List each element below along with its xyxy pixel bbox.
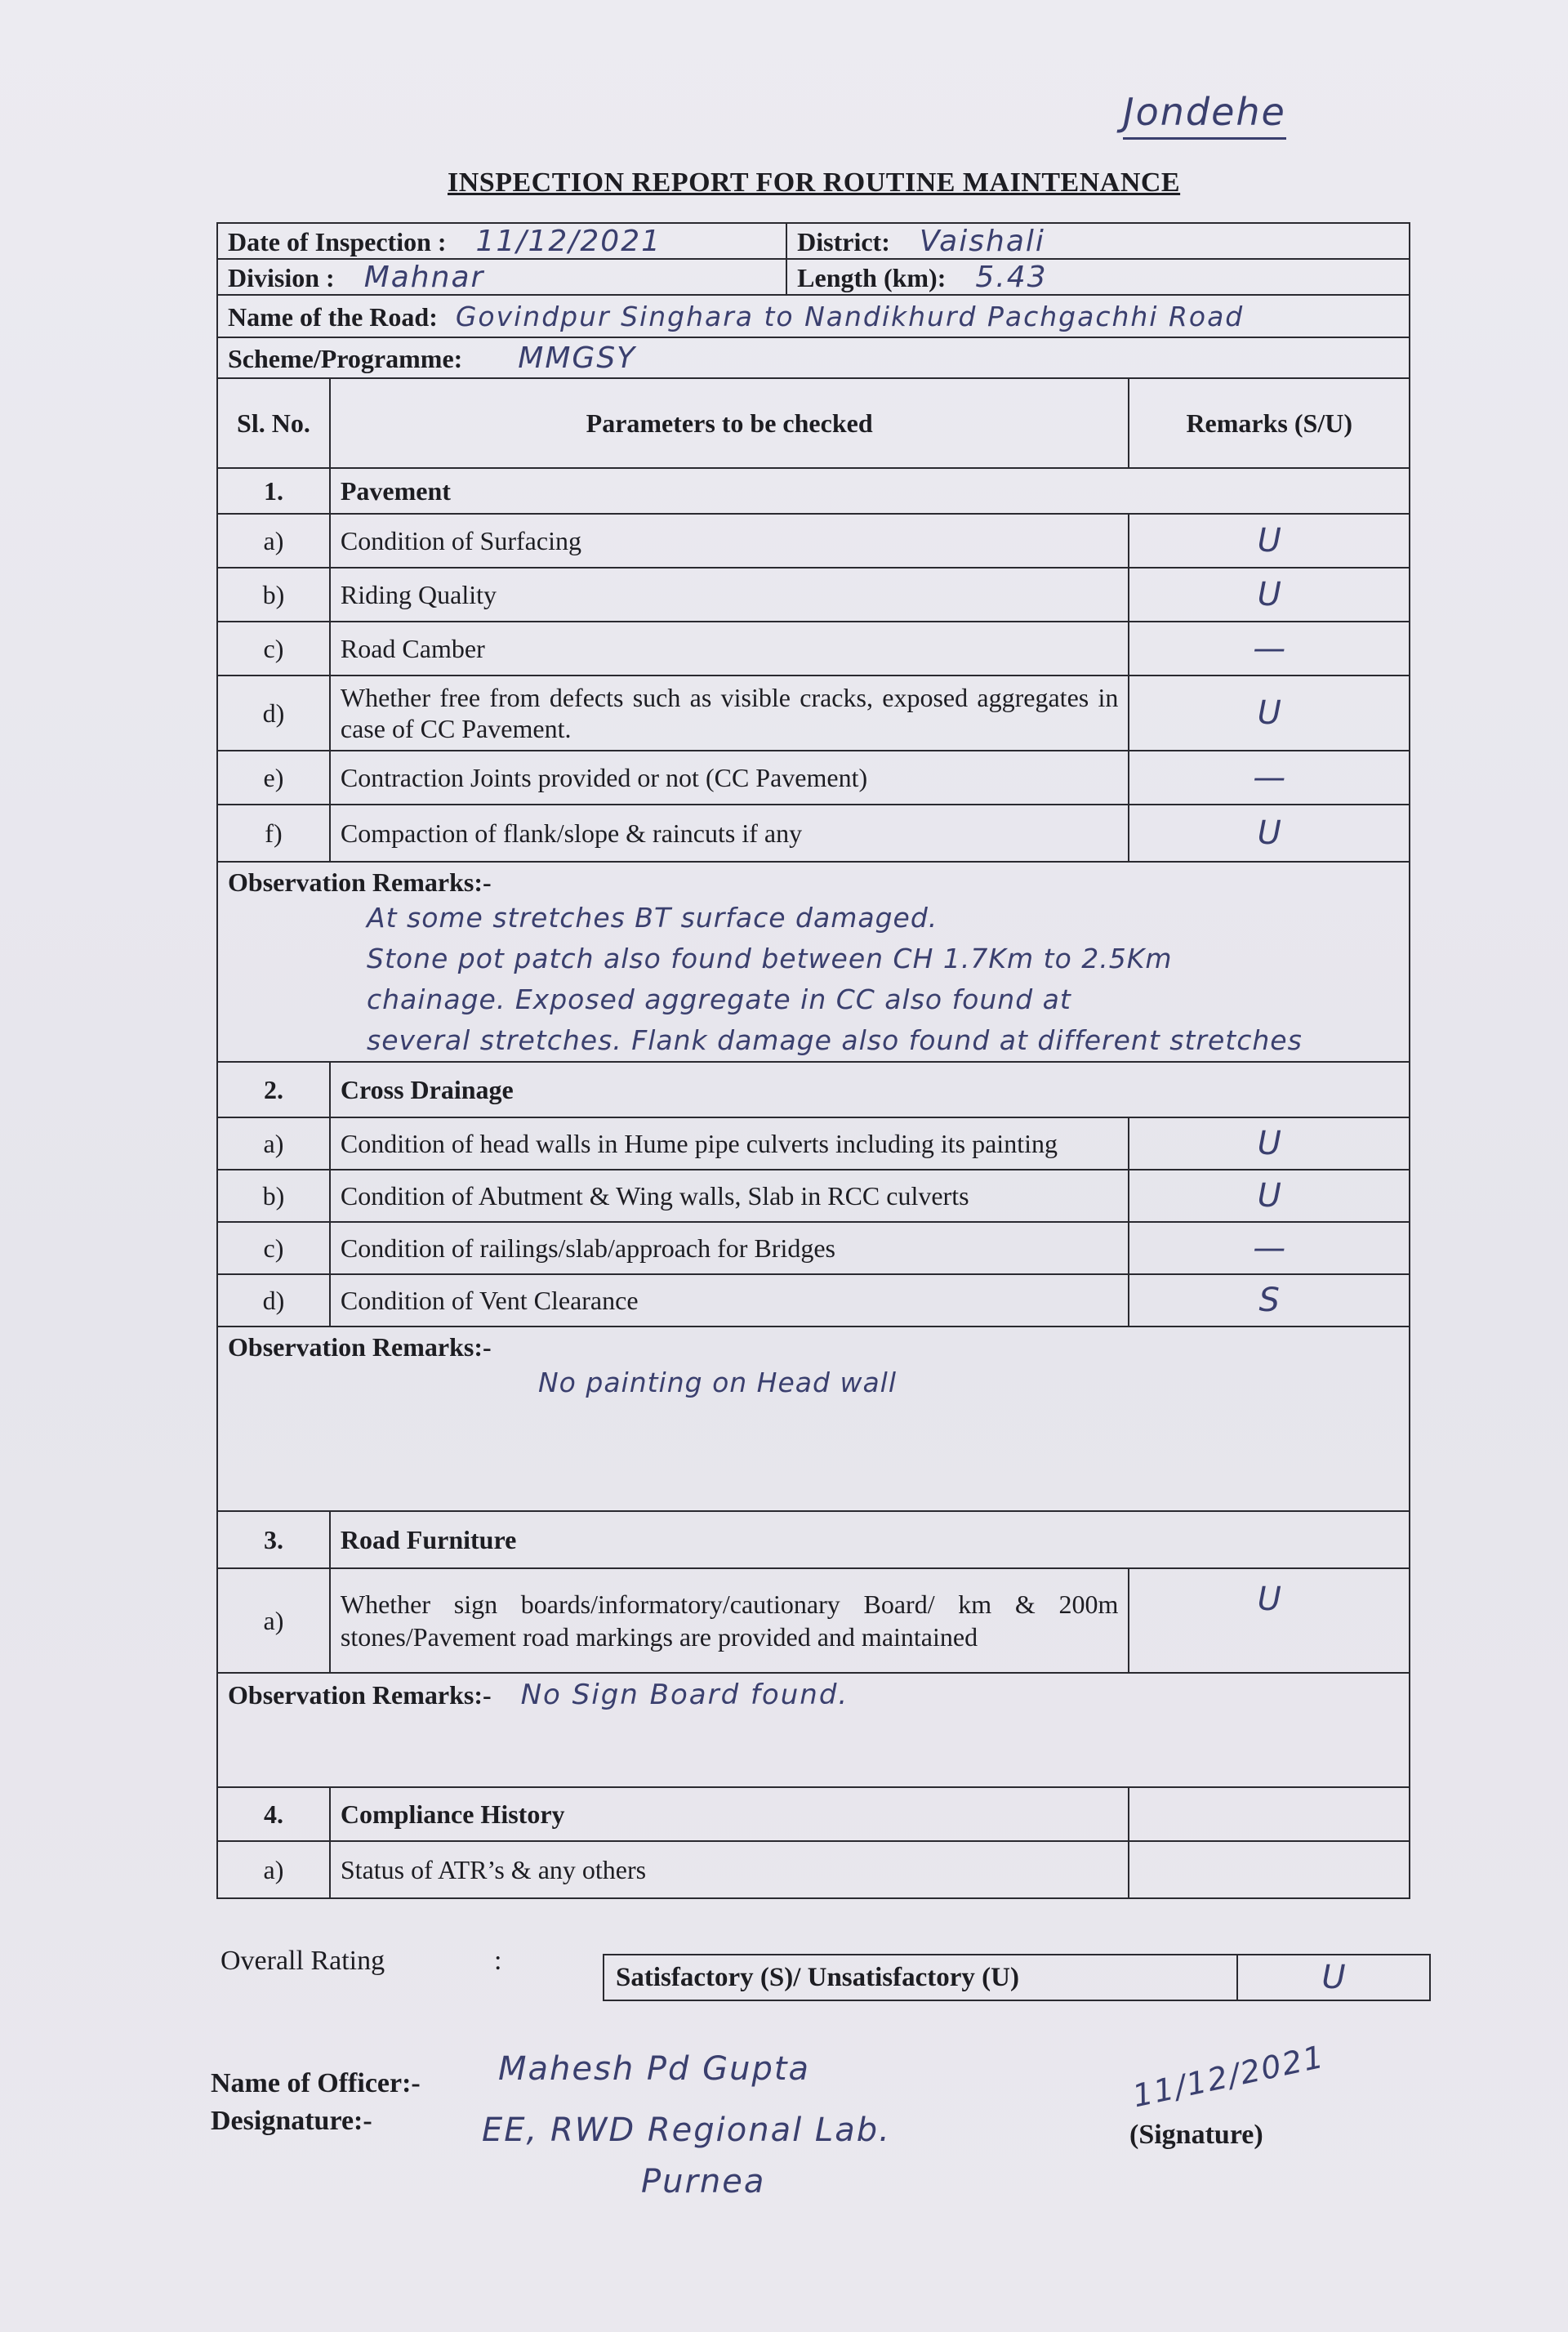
item-sl: a) bbox=[217, 1568, 330, 1673]
road-label: Name of the Road: bbox=[228, 301, 438, 332]
road-value: Govindpur Singhara to Nandikhurd Pachgachhi Road bbox=[455, 300, 1245, 332]
observation-remarks-1 bbox=[217, 862, 1410, 1062]
item-param: Whether free from defects such as visible cracks, exposed aggregates in case of CC Pavement. bbox=[330, 676, 1129, 751]
item-param: Condition of head walls in Hume pipe culverts including its painting bbox=[330, 1117, 1129, 1170]
overall-rating-label: Overall Rating bbox=[220, 1946, 385, 1976]
item-remark: U bbox=[1129, 1170, 1410, 1222]
item-remark: U bbox=[1129, 805, 1410, 862]
item-param: Riding Quality bbox=[330, 568, 1129, 622]
division-label: Division : bbox=[228, 262, 335, 292]
officer-designation-line2: Purnea bbox=[641, 2163, 766, 2200]
district-label: District: bbox=[797, 226, 890, 256]
item-sl: d) bbox=[217, 676, 330, 751]
date-label: Date of Inspection : bbox=[228, 226, 447, 256]
observation-remarks-3 bbox=[217, 1673, 1410, 1787]
observation-line: No painting on Head wall bbox=[538, 1367, 897, 1398]
item-remark: U bbox=[1129, 514, 1410, 568]
item-sl: a) bbox=[217, 1117, 330, 1170]
item-param: Condition of Vent Clearance bbox=[330, 1274, 1129, 1327]
date-value: 11/12/2021 bbox=[475, 224, 662, 258]
top-handwritten-name: Jondehe bbox=[1123, 90, 1286, 140]
officer-labels bbox=[211, 2065, 421, 2140]
observation-label: Observation Remarks:- bbox=[228, 867, 492, 897]
section-title: Road Furniture bbox=[330, 1511, 1410, 1568]
section-number: 4. bbox=[217, 1787, 330, 1841]
observation-line: No Sign Board found. bbox=[520, 1679, 849, 1711]
item-sl: d) bbox=[217, 1274, 330, 1327]
col-remarks-header: Remarks (S/U) bbox=[1129, 378, 1410, 468]
officer-name-label: Name of Officer:- bbox=[211, 2068, 421, 2098]
item-param: Condition of Abutment & Wing walls, Slab in RCC culverts bbox=[330, 1170, 1129, 1222]
district-value: Vaishali bbox=[919, 224, 1045, 258]
section-number: 2. bbox=[217, 1062, 330, 1117]
item-sl: c) bbox=[217, 622, 330, 676]
observation-line: chainage. Exposed aggregate in CC also found at bbox=[367, 983, 1071, 1015]
rating-box-value: U bbox=[1321, 1959, 1346, 1996]
item-param: Status of ATR’s & any others bbox=[330, 1841, 1129, 1898]
observation-line: At some stretches BT surface damaged. bbox=[367, 902, 938, 934]
item-remark: U bbox=[1129, 1568, 1410, 1673]
item-param: Condition of railings/slab/approach for Bridges bbox=[330, 1222, 1129, 1274]
scheme-label: Scheme/Programme: bbox=[228, 343, 463, 373]
page-title: INSPECTION REPORT FOR ROUTINE MAINTENANCE bbox=[448, 167, 1181, 198]
overall-rating-colon: : bbox=[494, 1946, 502, 1976]
item-remark: — bbox=[1129, 622, 1410, 676]
scheme-cell bbox=[217, 337, 1410, 378]
item-param: Condition of Surfacing bbox=[330, 514, 1129, 568]
section-title: Pavement bbox=[330, 468, 1410, 514]
item-remark: S bbox=[1129, 1274, 1410, 1327]
item-sl: b) bbox=[217, 568, 330, 622]
officer-name-value: Mahesh Pd Gupta bbox=[498, 2050, 811, 2088]
observation-label: Observation Remarks:- bbox=[228, 1680, 492, 1710]
section-title: Cross Drainage bbox=[330, 1062, 1410, 1117]
item-param: Contraction Joints provided or not (CC Pavement) bbox=[330, 751, 1129, 805]
length-cell bbox=[786, 259, 1410, 295]
item-sl: c) bbox=[217, 1222, 330, 1274]
date-cell bbox=[217, 223, 786, 259]
item-sl: a) bbox=[217, 514, 330, 568]
district-cell bbox=[786, 223, 1410, 259]
item-remark: — bbox=[1129, 751, 1410, 805]
division-value: Mahnar bbox=[363, 260, 485, 294]
item-sl: e) bbox=[217, 751, 330, 805]
item-remark: U bbox=[1129, 568, 1410, 622]
scheme-value: MMGSY bbox=[518, 341, 637, 375]
observation-label: Observation Remarks:- bbox=[228, 1332, 492, 1362]
overall-rating-box bbox=[603, 1954, 1431, 2001]
observation-line: Stone pot patch also found between CH 1.7Km to 2.5Km bbox=[367, 943, 1173, 974]
item-remark: U bbox=[1129, 1117, 1410, 1170]
road-cell bbox=[217, 295, 1410, 337]
item-sl: f) bbox=[217, 805, 330, 862]
length-value: 5.43 bbox=[975, 260, 1048, 294]
division-cell bbox=[217, 259, 786, 295]
section-number: 3. bbox=[217, 1511, 330, 1568]
item-remark bbox=[1129, 1841, 1410, 1898]
item-remark: — bbox=[1129, 1222, 1410, 1274]
signature-label: (Signature) bbox=[1129, 2120, 1263, 2150]
length-label: Length (km): bbox=[797, 262, 947, 292]
officer-designation-line1: EE, RWD Regional Lab. bbox=[482, 2111, 891, 2149]
observation-line: several stretches. Flank damage also found at different stretches bbox=[367, 1024, 1303, 1056]
item-sl: b) bbox=[217, 1170, 330, 1222]
section-title: Compliance History bbox=[330, 1787, 1129, 1841]
empty-remark-cell bbox=[1129, 1787, 1410, 1841]
inspection-form-table bbox=[216, 222, 1410, 1899]
signature-date: 11/12/2021 bbox=[1129, 2038, 1328, 2115]
rating-box-label: Satisfactory (S)/ Unsatisfactory (U) bbox=[604, 1955, 1238, 2000]
col-sl-header: Sl. No. bbox=[217, 378, 330, 468]
item-param: Road Camber bbox=[330, 622, 1129, 676]
section-number: 1. bbox=[217, 468, 330, 514]
officer-designation-label: Designature:- bbox=[211, 2106, 372, 2136]
observation-remarks-2 bbox=[217, 1327, 1410, 1511]
item-param: Whether sign boards/informatory/cautionary Board/ km & 200m stones/Pavement road markings are provided and maintained bbox=[330, 1568, 1129, 1673]
item-remark: U bbox=[1129, 676, 1410, 751]
item-sl: a) bbox=[217, 1841, 330, 1898]
col-params-header: Parameters to be checked bbox=[330, 378, 1129, 468]
item-param: Compaction of flank/slope & raincuts if any bbox=[330, 805, 1129, 862]
